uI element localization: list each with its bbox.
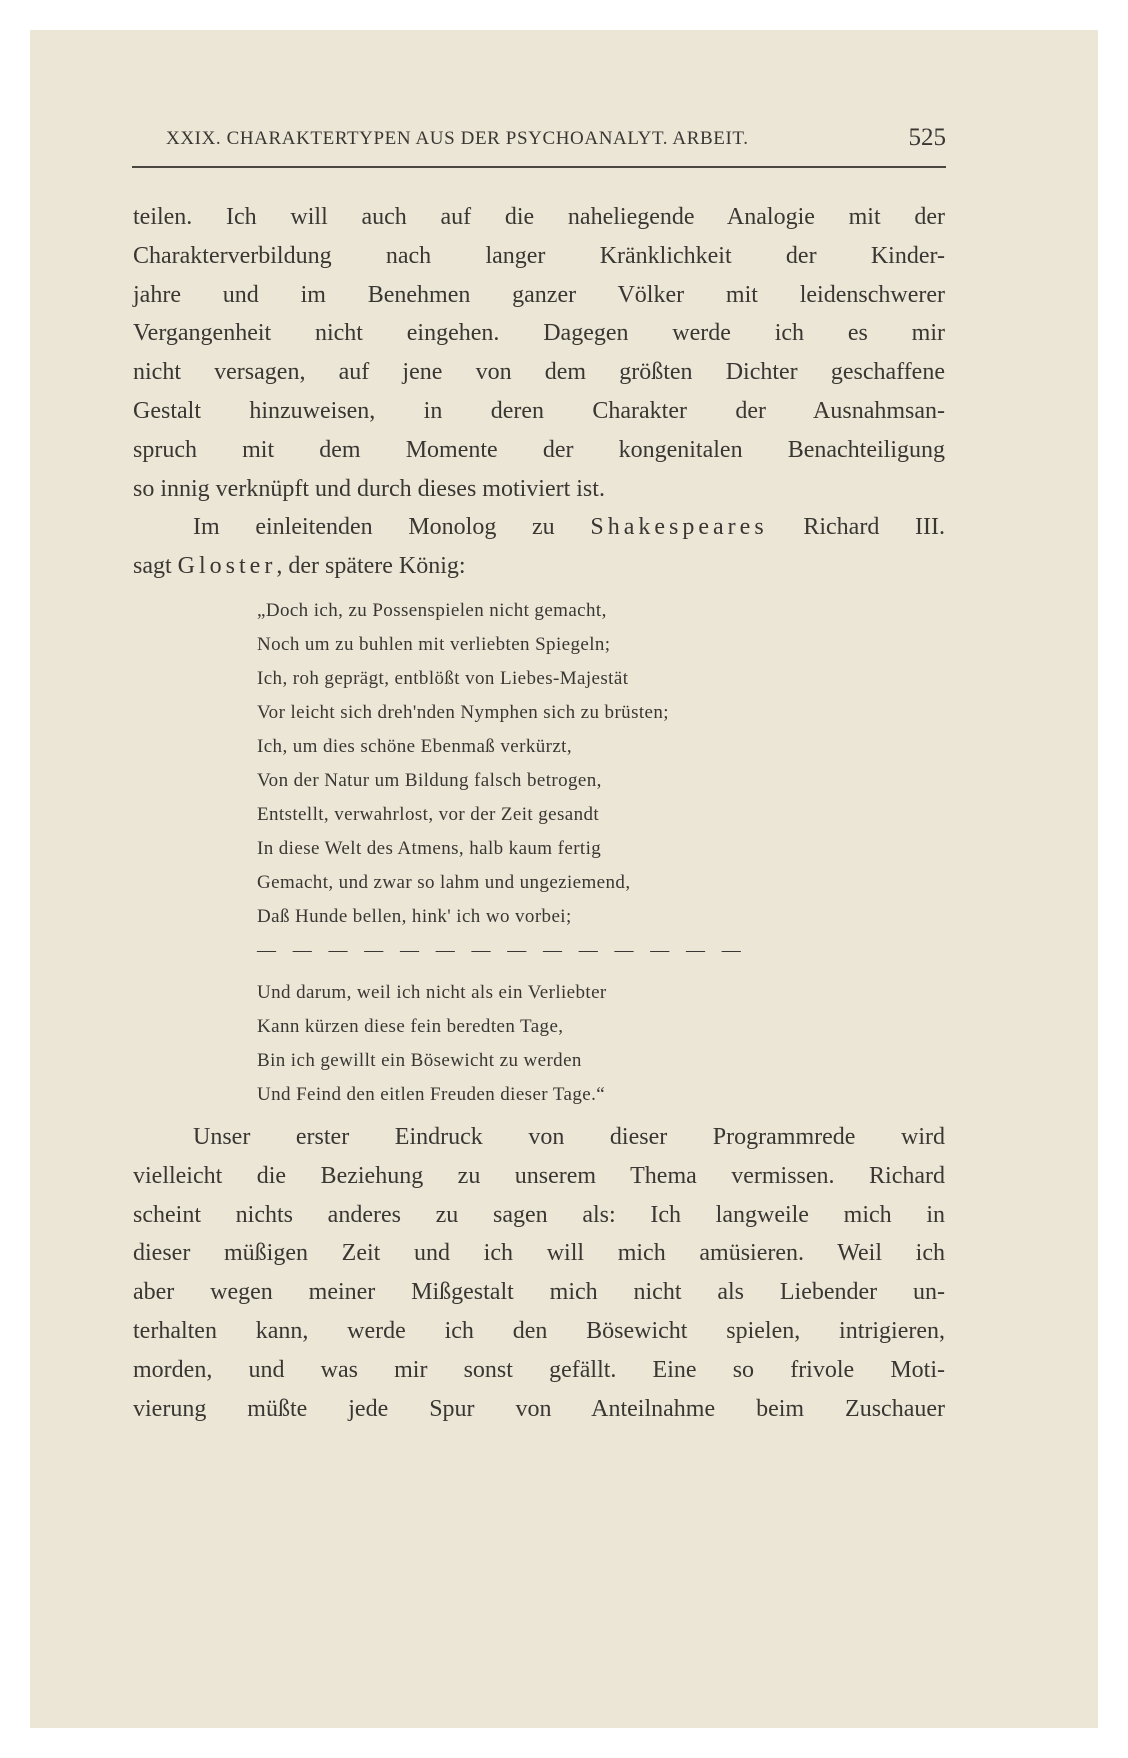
verse-line: „Doch ich, zu Possenspielen nicht gemacht,	[257, 599, 607, 621]
paragraph-2	[133, 1118, 945, 1428]
intro-text: Im einleitenden Monolog zu	[193, 514, 591, 541]
header-title: XXIX. CHARAKTERTYPEN AUS DER PSYCHOANALYT. ARBEIT.	[166, 128, 749, 149]
omission-dashes: — — — — — — — — — — — — — —	[257, 939, 747, 961]
verse-line: Bin ich gewillt ein Bösewicht zu werden	[257, 1049, 582, 1071]
verse-line: Von der Natur um Bildung falsch betrogen,	[257, 769, 602, 791]
verse-line: Noch um zu buhlen mit verliebten Spiegeln;	[257, 633, 611, 655]
intro-text: sagt	[133, 553, 178, 580]
paragraph-1	[133, 198, 945, 508]
text-line: nicht versagen, auf jene von dem größten Dichter geschaffene	[133, 359, 945, 386]
page-number: 525	[908, 124, 946, 151]
running-header	[166, 124, 946, 160]
verse-line: Und darum, weil ich nicht als ein Verliebter	[257, 981, 607, 1003]
author-name: Shakespeares	[590, 514, 768, 541]
verse-line: Vor leicht sich dreh'nden Nymphen sich zu brüsten;	[257, 701, 669, 723]
text-line: vielleicht die Beziehung zu unserem Thema vermissen. Richard	[133, 1162, 945, 1189]
character-name: Gloster	[177, 553, 277, 580]
text-line: morden, und was mir sonst gefällt. Eine so frivole Moti-	[133, 1356, 945, 1383]
intro-line-2	[133, 547, 945, 586]
verse-line: Entstellt, verwahrlost, vor der Zeit gesandt	[257, 803, 600, 825]
verse-line: In diese Welt des Atmens, halb kaum fertig	[257, 837, 602, 859]
intro-text: , der spätere König:	[276, 553, 466, 580]
body-text	[133, 198, 945, 1428]
text-line: jahre und im Benehmen ganzer Völker mit leidenschwerer	[133, 281, 945, 308]
header-rule	[132, 166, 946, 168]
text-line: teilen. Ich will auch auf die naheliegende Analogie mit der	[133, 204, 945, 230]
intro-text: Richard III.	[767, 514, 945, 541]
verse-line: Kann kürzen diese fein beredten Tage,	[257, 1015, 564, 1037]
verse-quote	[257, 594, 945, 1112]
text-line: dieser müßigen Zeit und ich will mich amüsieren. Weil ich	[133, 1240, 945, 1267]
text-line: vierung müßte jede Spur von Anteilnahme beim Zuschauer	[133, 1395, 945, 1422]
text-line: Unser erster Eindruck von dieser Programmrede wird	[193, 1123, 945, 1150]
verse-line: Ich, um dies schöne Ebenmaß verkürzt,	[257, 735, 573, 757]
verse-line: Und Feind den eitlen Freuden dieser Tage.“	[257, 1083, 606, 1105]
text-line: Vergangenheit nicht eingehen. Dagegen werde ich es mir	[133, 320, 945, 347]
verse-line: Daß Hunde bellen, hink' ich wo vorbei;	[257, 905, 572, 927]
text-line: Gestalt hinzuweisen, in deren Charakter der Ausnahmsan-	[133, 397, 945, 424]
text-line: scheint nichts anderes zu sagen als: Ich langweile mich in	[133, 1201, 945, 1228]
verse-line: Ich, roh geprägt, entblößt von Liebes-Majestät	[257, 667, 629, 689]
text-line: spruch mit dem Momente der kongenitalen Benachteiligung	[133, 436, 945, 463]
intro-line-1	[133, 508, 945, 547]
text-line: aber wegen meiner Mißgestalt mich nicht als Liebender un-	[133, 1279, 945, 1306]
text-line: Charakterverbildung nach langer Kränklichkeit der Kinder-	[133, 242, 945, 269]
verse-line: Gemacht, und zwar so lahm und ungeziemend,	[257, 871, 631, 893]
text-line: so innig verknüpft und durch dieses motiviert ist.	[133, 475, 605, 502]
intro-paragraph	[133, 508, 945, 586]
text-line: terhalten kann, werde ich den Bösewicht spielen, intrigieren,	[133, 1317, 945, 1344]
